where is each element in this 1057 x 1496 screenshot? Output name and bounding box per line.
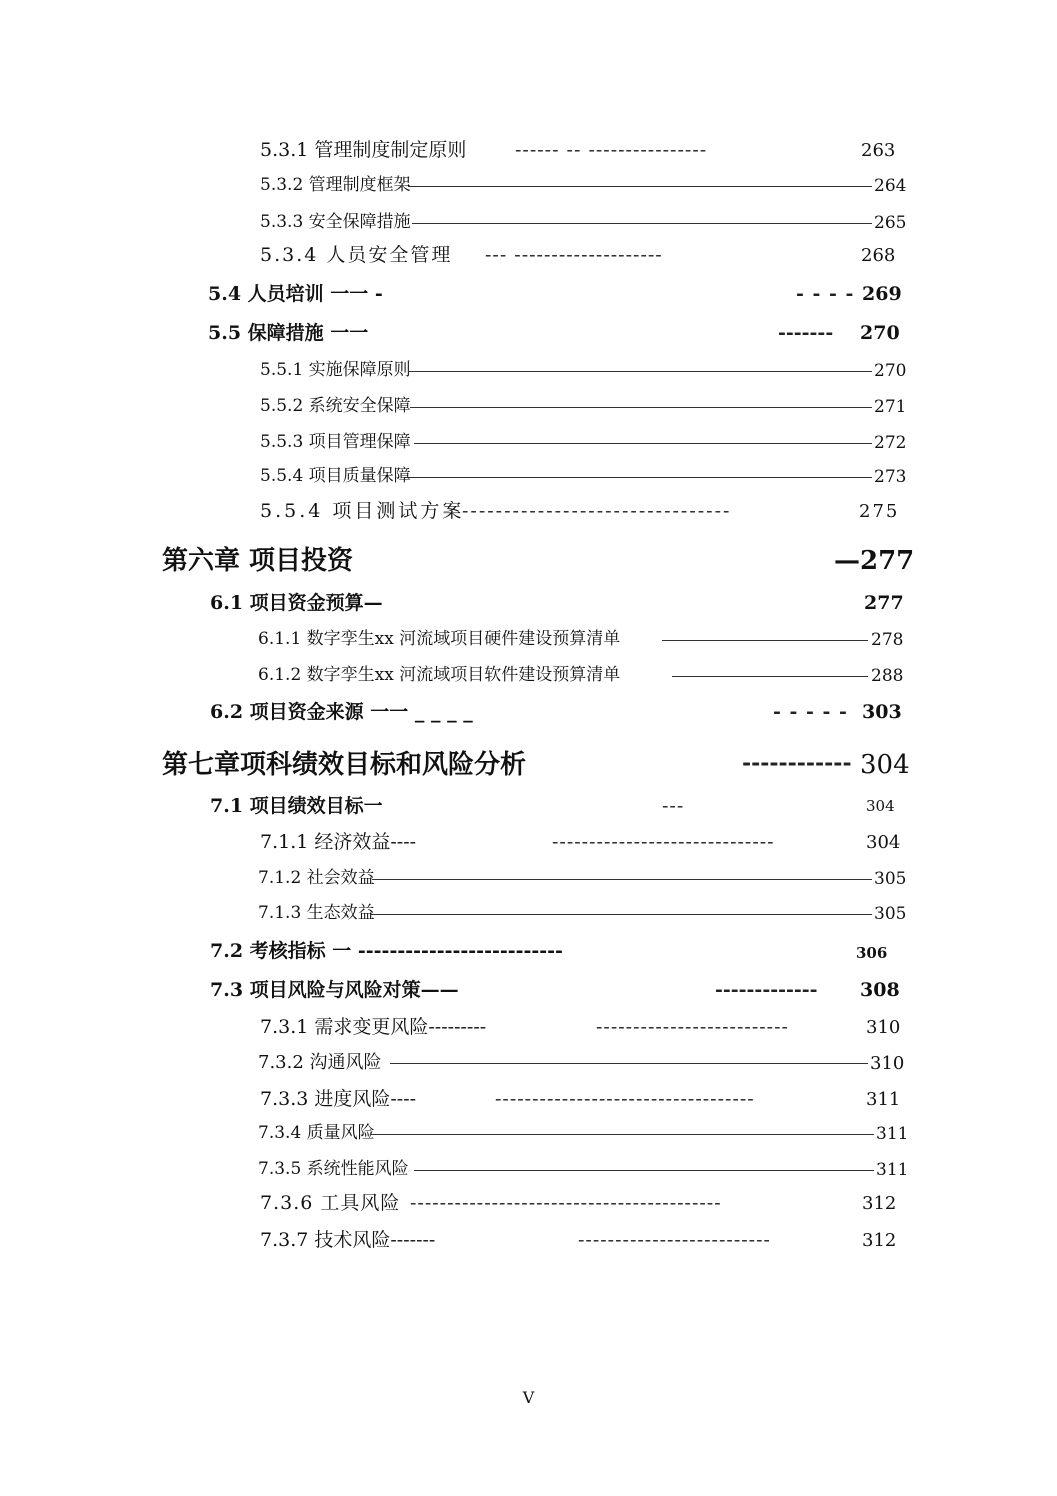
toc-leader-7-3-7: -------------------------- [578,1229,771,1251]
toc-leader-6-1-1 [662,640,868,641]
toc-page-6-1[interactable]: 277 [864,592,904,614]
toc-entry-7-3-1[interactable]: 7.3.1 需求变更风险--------- [260,1016,487,1038]
toc-page-7-1-3[interactable]: 305 [874,904,907,924]
toc-entry-5-5-2[interactable]: 5.5.2 系统安全保障 [260,396,411,416]
toc-page-5-5[interactable]: 270 [860,322,900,344]
toc-entry-7-3-5[interactable]: 7.3.5 系统性能风险 [258,1159,409,1179]
toc-page-6-1-1[interactable]: 278 [871,630,904,650]
toc-page-5-3-1[interactable]: 263 [861,140,896,161]
toc-page-5-5-2[interactable]: 271 [874,397,907,417]
toc-section-6-1[interactable]: 6.1 项目资金预算— [210,592,383,614]
toc-page-5-3-2[interactable]: 264 [874,176,907,196]
toc-leader-7-3-5 [414,1170,874,1171]
toc-entry-7-1-2[interactable]: 7.1.2 社会效益 [258,868,375,888]
toc-leader-chapter-7: ------------ [742,750,852,776]
toc-leader-5-3-2 [408,186,872,187]
toc-page-7-3-7[interactable]: 312 [862,1230,897,1251]
toc-leader-5-4: - - - - [796,283,855,305]
toc-entry-5-5-1[interactable]: 5.5.1 实施保障原则 [260,360,411,380]
toc-leader-7-1-3 [370,914,872,915]
toc-leader-5-5-2 [410,407,872,408]
toc-entry-5-3-1[interactable]: 5.3.1 管理制度制定原则 [260,139,467,161]
toc-page-6-2[interactable]: 303 [862,701,902,723]
toc-leader-7-1-2 [372,879,872,880]
toc-entry-6-1-2[interactable]: 6.1.2 数字孪生xx 河流域项目软件建设预算清单 [258,665,621,685]
toc-page-7-3-6[interactable]: 312 [862,1193,897,1214]
toc-page-7-3-4[interactable]: 311 [876,1124,909,1144]
toc-entry-5-3-2[interactable]: 5.3.2 管理制度框架 [260,175,411,195]
toc-entry-7-3-2[interactable]: 7.3.2 沟通风险 [258,1052,382,1073]
toc-leader-5-5-4-test: -------------------------------- [462,500,732,522]
toc-entry-7-3-3[interactable]: 7.3.3 进度风险---- [260,1088,417,1110]
toc-section-7-2[interactable]: 7.2 考核指标 一 -------------------------- [210,940,563,962]
toc-leader-7-3-6: ------------------------------------------ [410,1192,722,1214]
toc-section-7-1[interactable]: 7.1 项目绩效目标一 [210,795,383,817]
toc-chapter-7[interactable]: 第七章项科绩效目标和风险分析 [162,750,527,780]
toc-page-7-3-5[interactable]: 311 [876,1160,909,1180]
toc-chapter-6[interactable]: 第六章 项目投资 [162,546,354,576]
toc-leader-6-1-2 [672,676,868,677]
toc-page-7-3-1[interactable]: 310 [866,1017,901,1038]
toc-leader-7-1: --- [662,795,685,817]
toc-entry-7-3-6[interactable]: 7.3.6 工具风险 [260,1192,401,1214]
toc-leader-7-3-2 [390,1063,868,1064]
toc-section-7-3[interactable]: 7.3 项目风险与风险对策—— [210,979,459,1001]
toc-leader-5-5-4 [405,477,872,478]
toc-leader-6-2: - - - - - [773,701,848,723]
toc-entry-6-1-1[interactable]: 6.1.1 数字孪生xx 河流域项目硬件建设预算清单 [258,629,621,649]
toc-leader-7-3-4 [370,1134,874,1135]
toc-entry-7-3-4[interactable]: 7.3.4 质量风险 [258,1123,375,1143]
toc-page-7-1-2[interactable]: 305 [874,869,907,889]
toc-page-5-3-4[interactable]: 268 [861,245,896,266]
toc-entry-7-1-3[interactable]: 7.1.3 生态效益 [258,903,375,923]
toc-leader-5-3-3 [412,223,872,224]
toc-page-7-3-2[interactable]: 310 [870,1053,905,1074]
toc-section-5-4[interactable]: 5.4 人员培训 一一 - [208,283,383,305]
page-numeral: V [522,1388,535,1407]
toc-section-5-5[interactable]: 5.5 保障措施 一一 [208,322,369,344]
toc-page-6-1-2[interactable]: 288 [871,666,904,686]
toc-leader-7-3-3: ----------------------------------- [495,1088,755,1110]
toc-page-7-3[interactable]: 308 [860,979,900,1001]
toc-leader-5-5: ------- [778,322,834,344]
toc-leader-5-3-1: ------ -- ---------------- [515,139,708,161]
toc-entry-7-1-1[interactable]: 7.1.1 经济效益---- [260,831,417,853]
toc-page-chapter-6[interactable]: —277 [834,546,915,576]
toc-entry-5-5-4-test[interactable]: 5.5.4 项目测试方案 [260,500,465,522]
toc-page-5-5-4[interactable]: 273 [874,467,907,487]
toc-page-chapter-7[interactable]: 304 [860,750,910,780]
toc-page-5-5-4-test[interactable]: 275 [859,501,900,522]
toc-page-5-3-3[interactable]: 265 [874,213,907,233]
toc-leader-5-3-4: --- -------------------- [485,244,663,266]
toc-entry-5-3-3[interactable]: 5.3.3 安全保障措施 [260,212,411,232]
toc-leader-5-5-3 [414,443,872,444]
toc-entry-7-3-7[interactable]: 7.3.7 技术风险------- [260,1229,436,1251]
toc-page-7-2[interactable]: 306 [856,944,888,962]
toc-page-5-5-3[interactable]: 272 [874,433,907,453]
toc-page-7-3-3[interactable]: 311 [866,1089,901,1110]
toc-page-7-1[interactable]: 304 [866,797,895,815]
toc-leader-7-1-1: ------------------------------ [552,831,775,853]
toc-leader-7-3-1: -------------------------- [596,1016,789,1038]
toc-entry-5-5-3[interactable]: 5.5.3 项目管理保障 [260,432,411,452]
toc-page-7-1-1[interactable]: 304 [866,832,901,853]
toc-section-6-2[interactable]: 6.2 项目资金来源 一一 _ _ _ _ [210,701,473,723]
toc-entry-5-5-4[interactable]: 5.5.4 项目质量保障 [260,466,411,486]
toc-leader-7-3: ------------- [715,979,818,1001]
toc-page-5-4[interactable]: 269 [862,283,902,305]
toc-leader-5-5-1 [408,371,872,372]
toc-page-5-5-1[interactable]: 270 [874,361,907,381]
toc-entry-5-3-4[interactable]: 5.3.4 人员安全管理 [260,244,453,266]
